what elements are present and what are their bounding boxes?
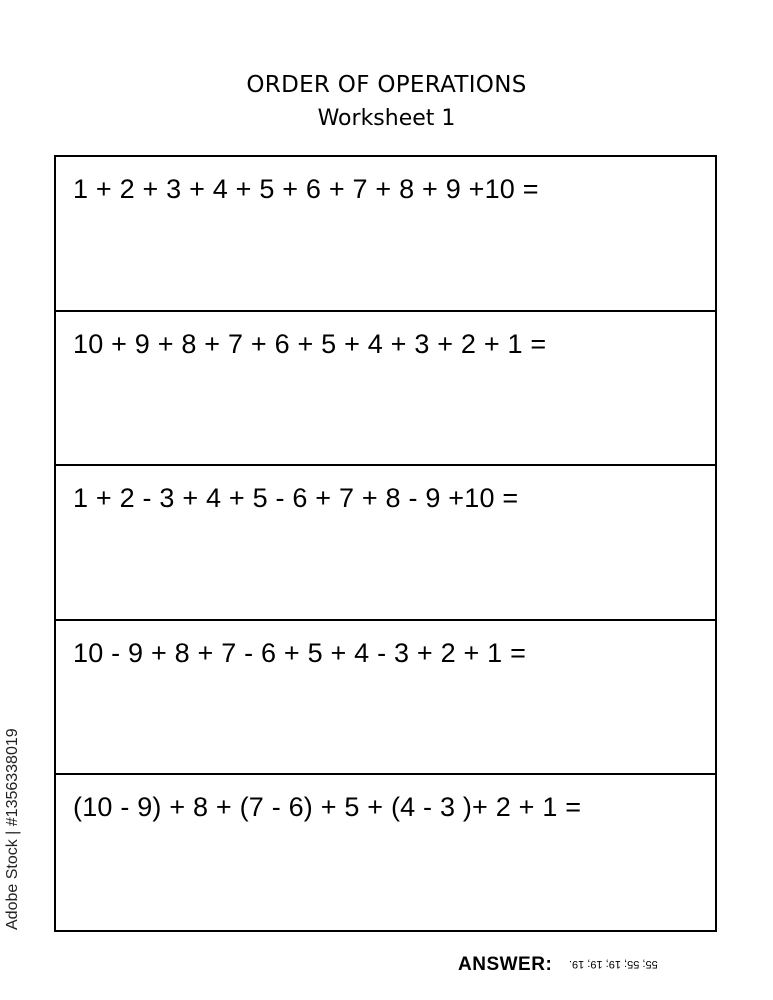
problem-box-2 (56, 312, 715, 467)
answer-label: ANSWER: (458, 954, 553, 975)
problem-box-3 (56, 466, 715, 621)
problem-table (54, 155, 717, 932)
problem-expression: 1 + 2 + 3 + 4 + 5 + 6 + 7 + 8 + 9 +10 = (73, 174, 539, 204)
worksheet-header (0, 68, 773, 136)
problem-expression: 1 + 2 - 3 + 4 + 5 - 6 + 7 + 8 - 9 +10 = (73, 483, 519, 513)
worksheet-subtitle: Worksheet 1 (317, 106, 456, 131)
worksheet-title: ORDER OF OPERATIONS (246, 72, 527, 98)
problem-box-4 (56, 621, 715, 776)
problem-box-5 (56, 775, 715, 930)
answer-values-upside-down: 55; 55; 19; 19; 19. (569, 958, 658, 970)
problem-expression: (10 - 9) + 8 + (7 - 6) + 5 + (4 - 3 )+ 2 + 1 = (73, 792, 582, 822)
problem-expression: 10 - 9 + 8 + 7 - 6 + 5 + 4 - 3 + 2 + 1 = (73, 637, 527, 668)
stock-id-watermark: Adobe Stock | #1356338019 (4, 728, 21, 930)
problem-expression: 10 + 9 + 8 + 7 + 6 + 5 + 4 + 3 + 2 + 1 = (73, 328, 547, 359)
problem-box-1 (56, 157, 715, 312)
